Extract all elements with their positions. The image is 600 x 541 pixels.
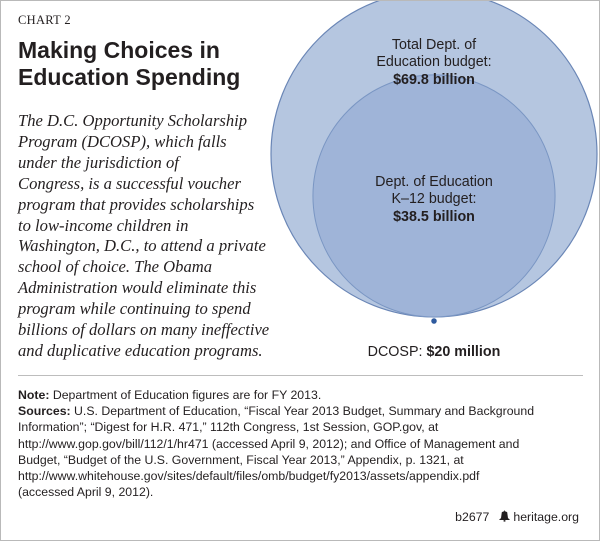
dcosp-value-label: $20 million — [426, 344, 501, 360]
dcosp-label-prefix: DCOSP: — [367, 344, 427, 360]
description-line: program that provides scholarships — [18, 194, 255, 214]
description-line: The D.C. Opportunity Scholarship — [18, 111, 248, 130]
sources-line: Information”; “Digest for H.R. 471,” 112th Congress, 1st Session, GOP.gov, at — [18, 420, 439, 435]
chart-title-line-2: Education Spending — [18, 64, 241, 90]
sources-line: http://www.whitehouse.gov/sites/default/files/omb/budget/fy2013/assets/appendix.pdf — [18, 469, 480, 484]
description-line: billions of dollars on many ineffective — [18, 320, 270, 340]
total-budget-label-line-1: Total Dept. of — [391, 37, 477, 53]
chart-number-label: CHART 2 — [18, 13, 71, 27]
sources-line: U.S. Department of Education, “Fiscal Year 2013 Budget, Summary and Background — [70, 404, 535, 419]
description-line: to low-income children in — [18, 215, 189, 235]
nested-circle-chart — [1, 1, 599, 373]
chart-title-line-1: Making Choices in — [18, 37, 220, 63]
total-budget-label-line-2: Education budget: — [376, 54, 492, 70]
site-name: heritage.org — [513, 510, 579, 524]
k12-budget-label-line-1: Dept. of Education — [375, 174, 493, 190]
notes-section — [18, 387, 578, 500]
description-line: school of choice. The Obama — [18, 257, 213, 277]
total-budget-value-label: $69.8 billion — [393, 72, 475, 88]
note-text: Department of Education figures are for FY 2013. — [49, 388, 322, 402]
sources-line: http://www.gop.gov/bill/112/1/hr471 (accessed April 9, 2012); and Office of Management and — [18, 436, 520, 451]
k12-budget-value-label: $38.5 billion — [393, 209, 475, 225]
description-line: Program (DCOSP), which falls — [18, 131, 227, 151]
liberty-bell-icon — [499, 510, 510, 522]
note-label: Note: — [18, 388, 50, 402]
report-code: b2677 — [455, 510, 490, 524]
description-line: Congress, is a successful voucher — [18, 173, 241, 193]
k12-budget-label-line-2: K–12 budget: — [391, 191, 477, 207]
sources-line: (accessed April 9, 2012). — [18, 485, 154, 500]
note — [18, 387, 578, 403]
notes-divider — [18, 375, 583, 376]
dcosp-dot — [431, 318, 437, 324]
description-line: Administration would eliminate this — [18, 278, 257, 298]
description-line: program while continuing to spend — [18, 299, 251, 319]
sources — [18, 403, 578, 500]
description-line: and duplicative education programs. — [18, 340, 263, 360]
footer — [455, 510, 579, 524]
description-line: under the jurisdiction of — [18, 152, 179, 172]
description-line: Washington, D.C., to attend a private — [18, 236, 266, 256]
sources-line: Budget, “Budget of the U.S. Government, Fiscal Year 2013,” Appendix, p. 1321, at — [18, 452, 464, 467]
sources-label: Sources: — [18, 404, 71, 419]
dcosp-label — [368, 344, 501, 360]
